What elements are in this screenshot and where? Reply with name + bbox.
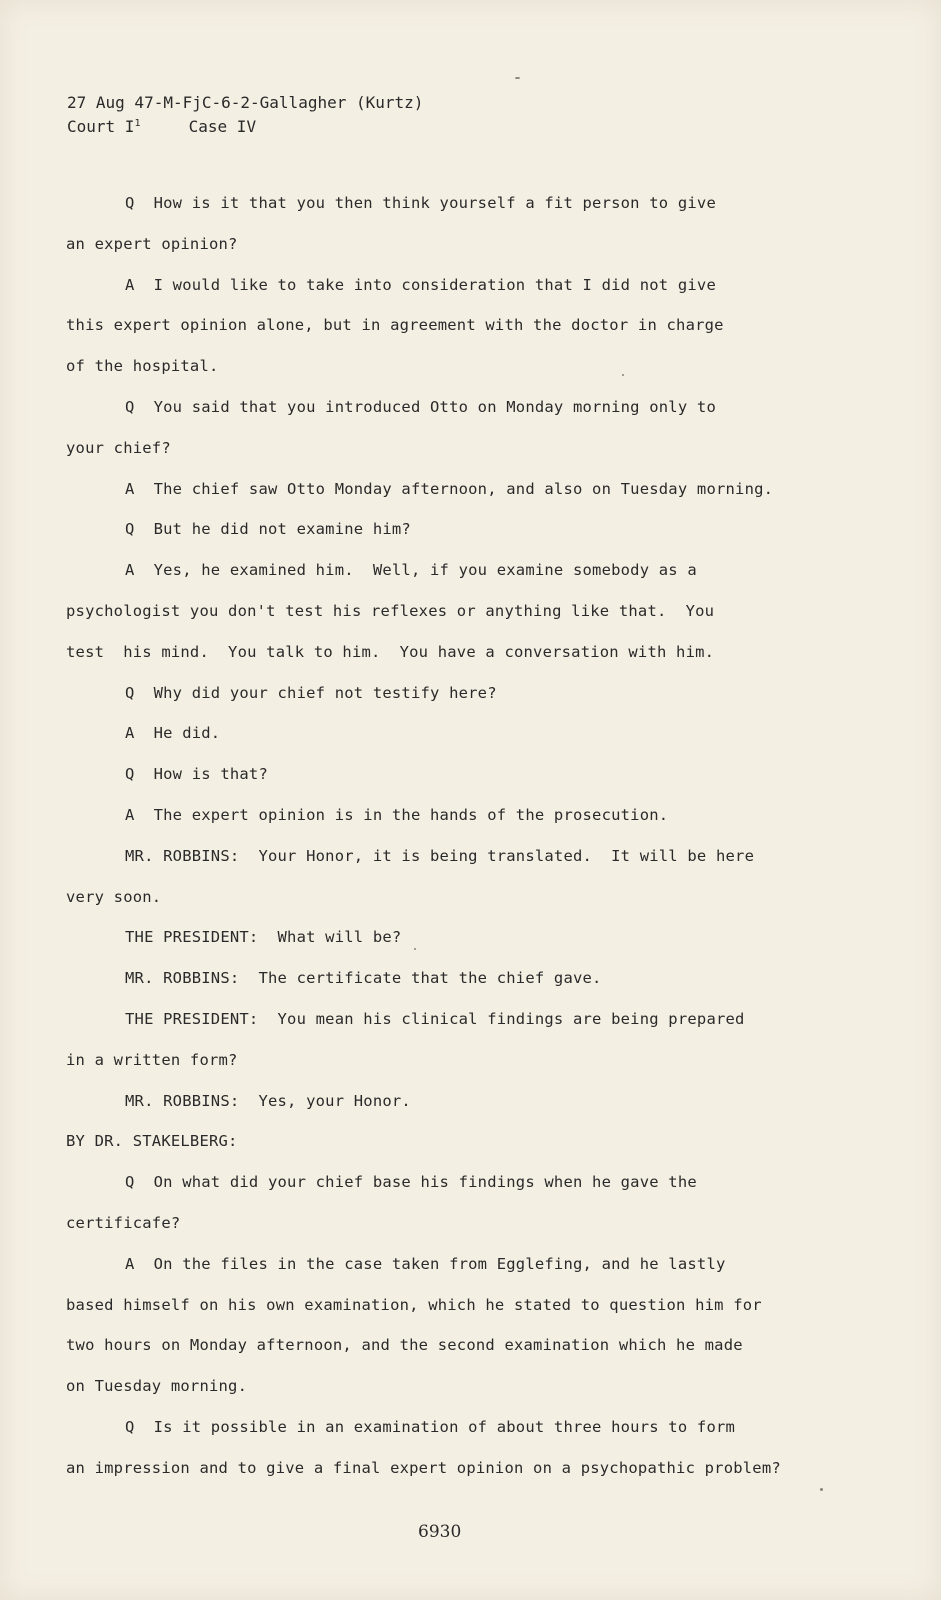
transcript-line: MR. ROBBINS: Yes, your Honor.	[125, 1092, 411, 1110]
transcript-line: an expert opinion?	[66, 235, 238, 253]
transcript-line: in a written form?	[66, 1051, 238, 1069]
court-superscript: 1	[134, 118, 141, 129]
transcript-line: your chief?	[66, 439, 171, 457]
transcript-line: Q How is it that you then think yourself a fit person to give	[125, 194, 716, 212]
transcript-line: certificafe?	[66, 1214, 181, 1232]
transcript-line: A I would like to take into consideration that I did not give	[125, 276, 716, 294]
court-case-line	[67, 117, 256, 136]
transcript-line: A He did.	[125, 724, 221, 742]
paper-speck	[820, 1488, 823, 1491]
transcript-line: Q But he did not examine him?	[125, 520, 411, 538]
transcript-line: A The chief saw Otto Monday afternoon, and also on Tuesday morning.	[125, 480, 774, 498]
paper-speck	[515, 77, 520, 79]
transcript-line: test his mind. You talk to him. You have a conversation with him.	[66, 643, 715, 661]
header-line: 27 Aug 47-M-FjC-6-2-Gallagher (Kurtz)	[67, 93, 424, 112]
case-label: Case IV	[188, 117, 257, 136]
transcript-line: THE PRESIDENT: What will be?	[125, 928, 402, 946]
transcript-line: A On the files in the case taken from Egglefing, and he lastly	[125, 1255, 726, 1273]
transcript-line: Q Why did your chief not testify here?	[125, 684, 497, 702]
transcript-line: very soon.	[66, 888, 162, 906]
transcript-line: psychologist you don't test his reflexes or anything like that. You	[66, 602, 715, 620]
transcript-line: MR. ROBBINS: Your Honor, it is being translated. It will be here	[125, 847, 755, 865]
transcript-line: this expert opinion alone, but in agreement with the doctor in charge	[66, 316, 724, 334]
transcript-line: A The expert opinion is in the hands of the prosecution.	[125, 806, 669, 824]
transcript-line: Q Is it possible in an examination of about three hours to form	[125, 1418, 736, 1436]
transcript-line: Q You said that you introduced Otto on Monday morning only to	[125, 398, 716, 416]
transcript-line: Q How is that?	[125, 765, 268, 783]
court-label: Court I	[67, 117, 135, 136]
transcript-line: THE PRESIDENT: You mean his clinical findings are being prepared	[125, 1010, 745, 1028]
paper-speck	[414, 948, 416, 950]
transcript-line: based himself on his own examination, which he stated to question him for	[66, 1296, 762, 1314]
paper-speck	[622, 374, 624, 376]
transcript-line: two hours on Monday afternoon, and the second examination which he made	[66, 1336, 743, 1354]
transcript-line: of the hospital.	[66, 357, 219, 375]
transcript-line: A Yes, he examined him. Well, if you examine somebody as a	[125, 561, 697, 579]
transcript-line: Q On what did your chief base his findings when he gave the	[125, 1173, 697, 1191]
transcript-line: MR. ROBBINS: The certificate that the chief gave.	[125, 969, 602, 987]
transcript-line: BY DR. STAKELBERG:	[66, 1132, 238, 1150]
transcript-line: an impression and to give a final expert opinion on a psychopathic problem?	[66, 1459, 781, 1477]
page-number: 6930	[418, 1522, 462, 1542]
transcript-line: on Tuesday morning.	[66, 1377, 248, 1395]
